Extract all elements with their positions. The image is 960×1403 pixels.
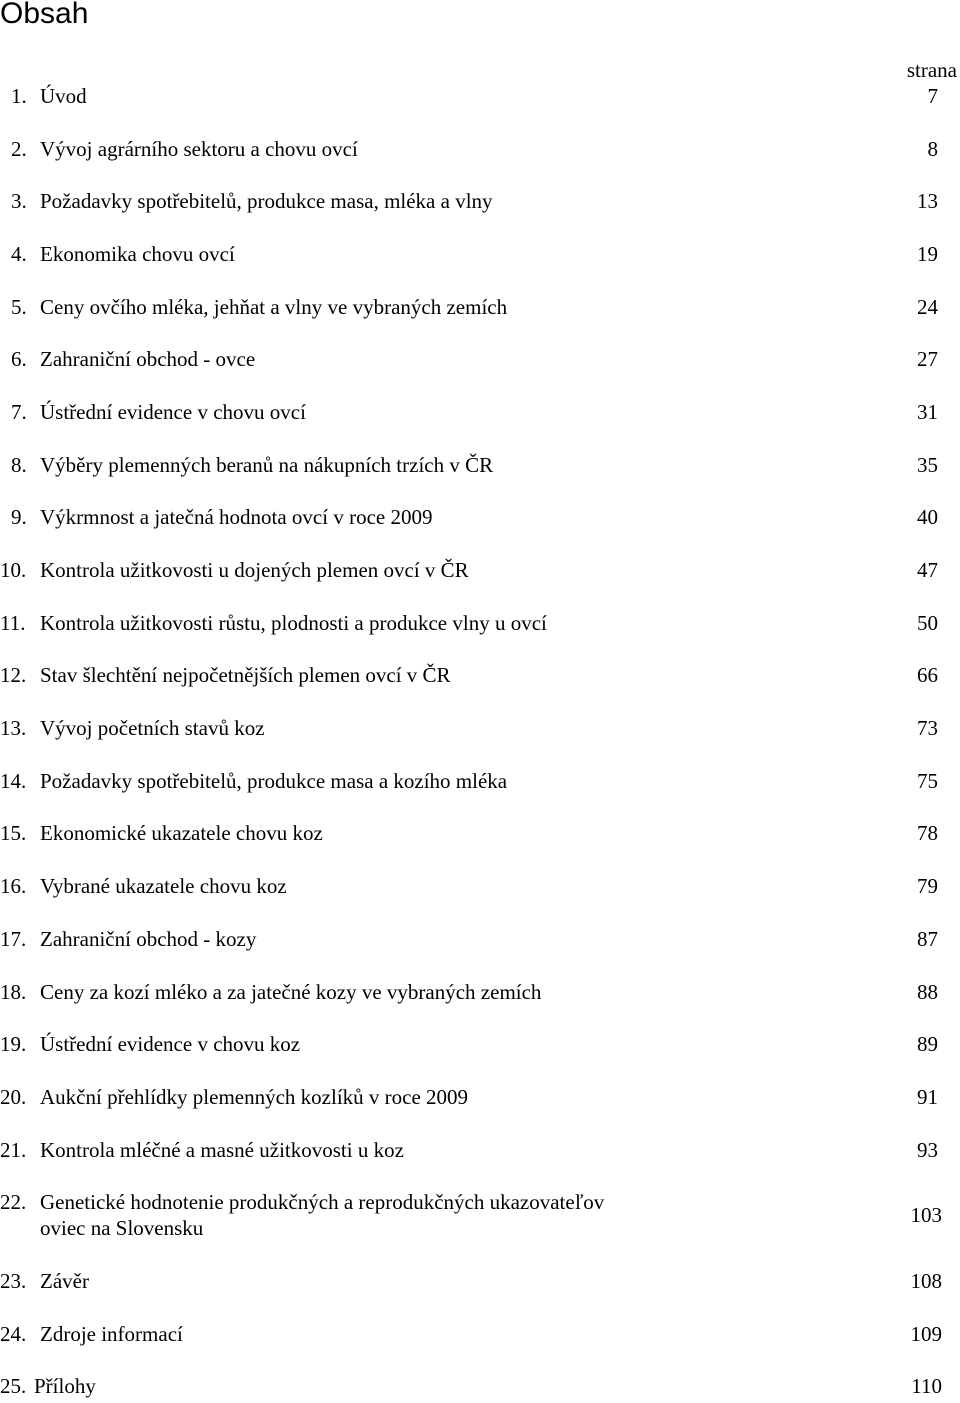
- entry-title: Kontrola užitkovosti u dojených plemen ovcí v ČR: [40, 558, 469, 582]
- entry-number: 11.: [0, 611, 26, 635]
- entry-page: 79: [917, 874, 938, 898]
- entry-number: 6.: [11, 347, 27, 371]
- entry-title: Kontrola užitkovosti růstu, plodnosti a produkce vlny u ovcí: [40, 611, 547, 635]
- entry-page: 91: [917, 1085, 938, 1109]
- entry-page: 108: [910, 1269, 942, 1293]
- entry-number: 17.: [0, 927, 27, 951]
- entry-title: Výběry plemenných beranů na nákupních trzích v ČR: [40, 453, 494, 477]
- toc-entry: [0, 768, 960, 798]
- entry-page: 89: [917, 1032, 938, 1056]
- entry-number: 5.: [11, 295, 27, 319]
- entry-title: Vývoj početních stavů koz: [40, 716, 265, 740]
- entry-title: Požadavky spotřebitelů, produkce masa, mléka a vlny: [40, 189, 493, 213]
- toc-entry: [0, 504, 960, 534]
- entry-number: 7.: [11, 400, 27, 424]
- entry-title: Ústřední evidence v chovu ovcí: [40, 400, 306, 424]
- entry-page: 7: [927, 84, 938, 108]
- entry-title: Kontrola mléčné a masné užitkovosti u koz: [40, 1138, 404, 1162]
- toc-entry: [0, 1373, 960, 1403]
- toc-entry: [0, 346, 960, 376]
- entry-page: 66: [917, 663, 938, 687]
- entry-page: 24: [917, 295, 938, 319]
- entry-title: Požadavky spotřebitelů, produkce masa a kozího mléka: [40, 769, 508, 793]
- toc-entry: [0, 188, 960, 218]
- entry-number: 2.: [11, 137, 27, 161]
- entry-page: 110: [911, 1374, 942, 1398]
- entry-number: 16.: [0, 874, 27, 898]
- entry-title: Zdroje informací: [40, 1322, 183, 1346]
- entry-title-line-2: oviec na Slovensku: [40, 1216, 204, 1240]
- entry-number: 8.: [11, 453, 27, 477]
- entry-title: Zahraniční obchod - ovce: [40, 347, 256, 371]
- toc-entry: [0, 83, 960, 113]
- entry-number: 13.: [0, 716, 27, 740]
- toc-entry: [0, 1137, 960, 1167]
- entry-number: 1.: [11, 84, 27, 108]
- entry-title: Vývoj agrárního sektoru a chovu ovcí: [40, 137, 358, 161]
- entry-number: 24.: [0, 1322, 27, 1346]
- entry-title: Výkrmnost a jatečná hodnota ovcí v roce 2009: [40, 505, 433, 529]
- toc-entry: [0, 1084, 960, 1114]
- entry-page: 78: [917, 821, 938, 845]
- toc-entry: [0, 1031, 960, 1061]
- entry-number: 18.: [0, 980, 27, 1004]
- entry-page: 8: [927, 137, 938, 161]
- entry-number: 3.: [11, 189, 27, 213]
- toc-entry: [0, 136, 960, 166]
- entry-title: Úvod: [40, 84, 87, 108]
- toc-entry: [0, 820, 960, 850]
- toc-entry: [0, 873, 960, 903]
- toc-entry: [0, 241, 960, 271]
- entry-page: 87: [917, 927, 938, 951]
- entry-title: Aukční přehlídky plemenných kozlíků v roce 2009: [40, 1085, 469, 1109]
- entry-page: 40: [917, 505, 938, 529]
- entry-number: 15.: [0, 821, 27, 845]
- entry-number: 14.: [0, 769, 27, 793]
- entry-title: Přílohy: [34, 1374, 96, 1398]
- toc-entry: [0, 610, 960, 640]
- entry-page: 19: [917, 242, 938, 266]
- entry-number: 22.: [0, 1190, 27, 1214]
- toc-entry: [0, 399, 960, 429]
- entry-number: 20.: [0, 1085, 27, 1109]
- toc-entry: [0, 1268, 960, 1298]
- toc-entry: [0, 715, 960, 745]
- entry-number: 21.: [0, 1138, 27, 1162]
- entry-page: 75: [917, 769, 938, 793]
- toc-entry: [0, 926, 960, 956]
- page-title: Obsah: [0, 0, 89, 30]
- entry-page: 103: [910, 1203, 942, 1227]
- toc-entry: [0, 1189, 960, 1245]
- entry-title: Vybrané ukazatele chovu koz: [40, 874, 287, 898]
- entry-number: 19.: [0, 1032, 27, 1056]
- entry-page: 31: [917, 400, 938, 424]
- entry-title: Ústřední evidence v chovu koz: [40, 1032, 301, 1056]
- entry-page: 13: [917, 189, 938, 213]
- entry-page: 50: [917, 611, 938, 635]
- entry-title: Ekonomika chovu ovcí: [40, 242, 235, 266]
- entry-page: 109: [910, 1322, 942, 1346]
- toc-entry: [0, 1321, 960, 1351]
- entry-title: Ceny za kozí mléko a za jatečné kozy ve vybraných zemích: [40, 980, 542, 1004]
- entry-title: Závěr: [40, 1269, 89, 1293]
- entry-title: Zahraniční obchod - kozy: [40, 927, 257, 951]
- entry-number: 12.: [0, 663, 27, 687]
- page-column-header: strana: [906, 58, 957, 82]
- entry-page: 93: [917, 1138, 938, 1162]
- toc-entry: [0, 979, 960, 1009]
- entry-number: 25.: [0, 1374, 27, 1398]
- entry-title: Ekonomické ukazatele chovu koz: [40, 821, 323, 845]
- toc-entry: [0, 452, 960, 482]
- entry-title: [40, 1189, 740, 1241]
- entry-page: 47: [917, 558, 938, 582]
- toc-entry: [0, 662, 960, 692]
- entry-page: 88: [917, 980, 938, 1004]
- entry-title: Stav šlechtění nejpočetnějších plemen ovcí v ČR: [40, 663, 451, 687]
- entry-number: 23.: [0, 1269, 27, 1293]
- entry-number: 9.: [11, 505, 27, 529]
- toc-entry: [0, 557, 960, 587]
- entry-number: 4.: [11, 242, 27, 266]
- toc-entry: [0, 294, 960, 324]
- entry-number: 10.: [0, 558, 27, 582]
- entry-title-line-1: Genetické hodnotenie produkčných a reprodukčných ukazovateľov: [40, 1190, 605, 1214]
- entry-page: 35: [917, 453, 938, 477]
- entry-page: 73: [917, 716, 938, 740]
- entry-title: Ceny ovčího mléka, jehňat a vlny ve vybraných zemích: [40, 295, 508, 319]
- entry-page: 27: [917, 347, 938, 371]
